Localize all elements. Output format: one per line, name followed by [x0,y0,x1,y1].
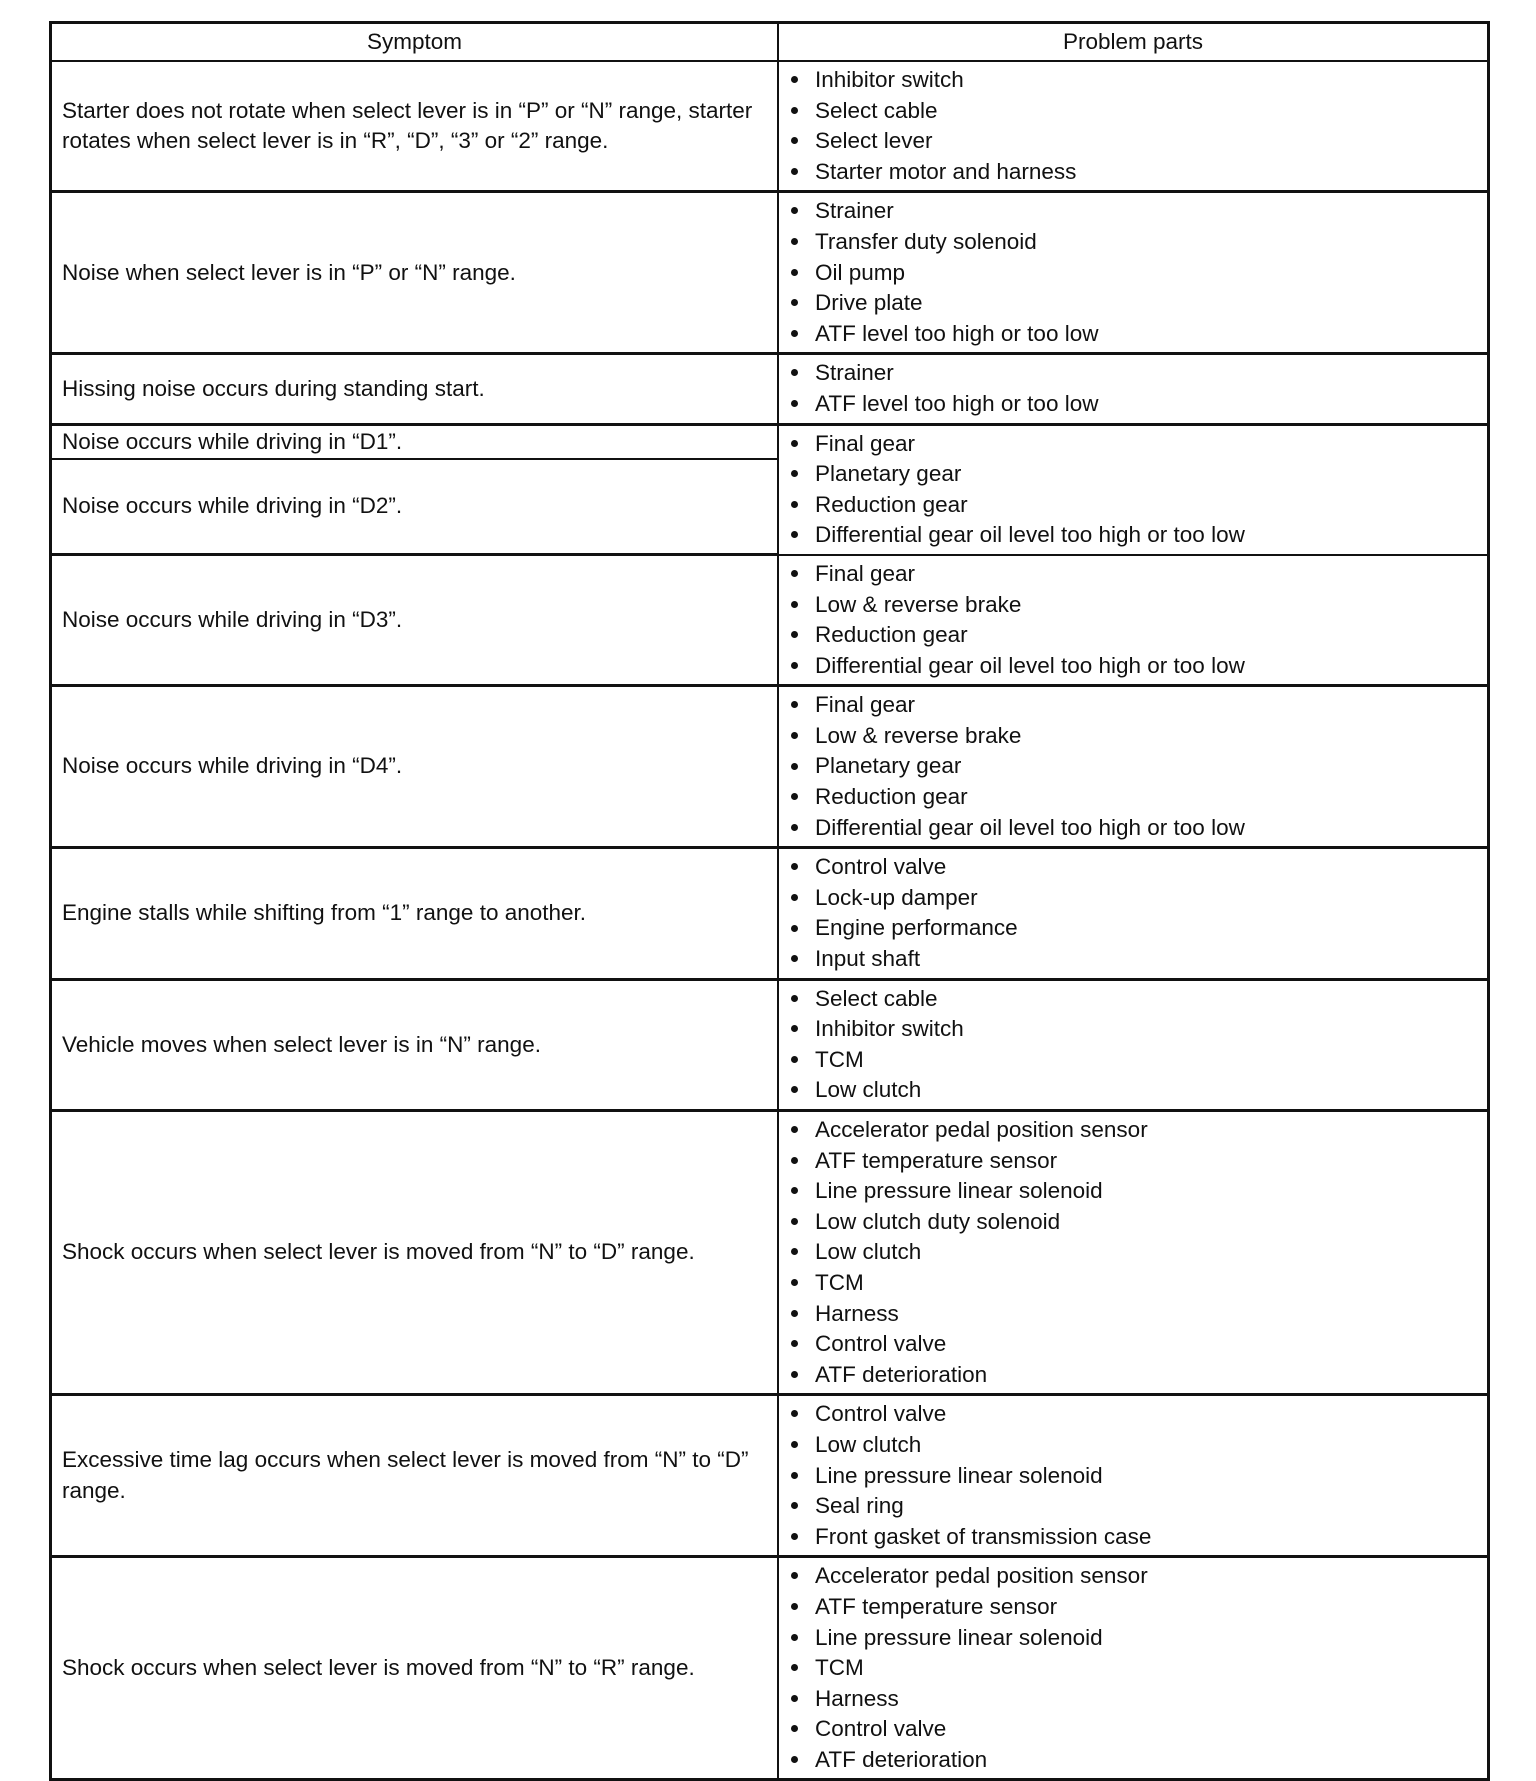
list-item [791,288,1477,319]
table-row [51,1557,1489,1780]
list-item [791,721,1477,752]
table-row [51,424,1489,459]
list-item [791,96,1477,127]
list-item [791,1522,1477,1553]
symptom-cell: Shock occurs when select lever is moved from “N” to “R” range. [51,1557,779,1780]
symptom-table [49,21,1490,1781]
table-row [51,1111,1489,1395]
parts-list [791,196,1477,349]
part-label: Low & reverse brake [815,722,1022,748]
list-item [791,883,1477,914]
bullet-icon [791,196,815,227]
bullet-icon [791,1653,815,1684]
parts-list [791,1561,1477,1775]
part-label: Select lever [815,128,933,154]
bullet-icon [791,258,815,289]
problem-parts-cell [778,192,1489,354]
bullet-icon [791,1561,815,1592]
bullet-icon [791,1045,815,1076]
part-label: ATF level too high or too low [815,320,1099,346]
bullet-icon [791,620,815,651]
part-label: Drive plate [815,290,923,316]
list-item [791,620,1477,651]
list-item [791,1399,1477,1430]
list-item [791,944,1477,975]
part-label: Control valve [815,1401,947,1427]
bullet-icon [791,126,815,157]
part-label: Harness [815,1685,899,1711]
table-row [51,848,1489,979]
part-label: Lock-up damper [815,884,978,910]
parts-list [791,358,1477,419]
symptom-cell: Excessive time lag occurs when select lever is moved from “N” to “D” range. [51,1395,779,1557]
part-label: Engine performance [815,915,1018,941]
table-row [51,61,1489,192]
table-row [51,686,1489,848]
parts-list [791,984,1477,1106]
bullet-icon [791,96,815,127]
bullet-icon [791,1399,815,1430]
list-item [791,782,1477,813]
list-item [791,1115,1477,1146]
bullet-icon [791,1461,815,1492]
part-label: Line pressure linear solenoid [815,1462,1103,1488]
list-item [791,157,1477,188]
bullet-icon [791,813,815,844]
problem-parts-cell [778,424,1489,555]
bullet-icon [791,1115,815,1146]
bullet-icon [791,651,815,682]
bullet-icon [791,157,815,188]
part-label: ATF level too high or too low [815,390,1099,416]
bullet-icon [791,1430,815,1461]
bullet-icon [791,883,815,914]
bullet-icon [791,1146,815,1177]
part-label: Low clutch [815,1239,922,1265]
part-label: Differential gear oil level too high or too low [815,814,1245,840]
part-label: Planetary gear [815,461,962,487]
bullet-icon [791,944,815,975]
list-item [791,126,1477,157]
list-item [791,1714,1477,1745]
part-label: Line pressure linear solenoid [815,1178,1103,1204]
part-label: Inhibitor switch [815,67,964,92]
list-item [791,1561,1477,1592]
list-item [791,490,1477,521]
symptom-cell: Starter does not rotate when select lever is in “P” or “N” range, starter rotates when select lever is in “R”, “D”, “3” or “2” range. [51,61,779,192]
part-label: Differential gear oil level too high or too low [815,652,1245,678]
part-label: TCM [815,1269,864,1295]
list-item [791,459,1477,490]
table-row [51,1395,1489,1557]
list-item [791,1592,1477,1623]
list-item [791,65,1477,96]
symptom-cell: Noise occurs while driving in “D3”. [51,555,779,686]
parts-list [791,1115,1477,1390]
part-label: Final gear [815,560,916,586]
list-item [791,319,1477,350]
bullet-icon [791,288,815,319]
bullet-icon [791,984,815,1015]
list-item [791,520,1477,551]
list-item [791,1623,1477,1654]
list-item [791,1014,1477,1045]
list-item [791,1176,1477,1207]
list-item [791,227,1477,258]
part-label: Harness [815,1300,899,1326]
part-label: ATF deterioration [815,1361,988,1387]
part-label: TCM [815,1046,864,1072]
list-item [791,813,1477,844]
bullet-icon [791,1714,815,1745]
bullet-icon [791,389,815,420]
bullet-icon [791,1684,815,1715]
bullet-icon [791,459,815,490]
problem-parts-cell [778,686,1489,848]
list-item [791,1075,1477,1106]
part-label: Transfer duty solenoid [815,228,1037,254]
list-item [791,196,1477,227]
bullet-icon [791,490,815,521]
list-item [791,1745,1477,1776]
list-item [791,751,1477,782]
parts-list [791,1399,1477,1552]
symptom-cell: Noise occurs while driving in “D4”. [51,686,779,848]
part-label: Strainer [815,198,894,224]
part-label: Reduction gear [815,784,968,810]
symptom-cell: Noise when select lever is in “P” or “N” range. [51,192,779,354]
bullet-icon [791,520,815,551]
problem-parts-cell [778,61,1489,192]
list-item [791,651,1477,682]
symptom-cell: Shock occurs when select lever is moved from “N” to “D” range. [51,1111,779,1395]
part-label: Seal ring [815,1493,904,1519]
part-label: Final gear [815,692,916,718]
list-item [791,1268,1477,1299]
table-row [51,979,1489,1110]
bullet-icon [791,721,815,752]
bullet-icon [791,1329,815,1360]
list-item [791,429,1477,460]
part-label: Control valve [815,1716,947,1742]
header-problem-parts: Problem parts [778,23,1489,62]
part-label: Oil pump [815,259,906,285]
bullet-icon [791,690,815,721]
part-label: Low clutch [815,1431,922,1457]
part-label: Differential gear oil level too high or too low [815,522,1245,548]
bullet-icon [791,913,815,944]
bullet-icon [791,559,815,590]
list-item [791,258,1477,289]
part-label: Select cable [815,97,938,123]
bullet-icon [791,358,815,389]
bullet-icon [791,1075,815,1106]
list-item [791,1360,1477,1391]
symptom-cell: Vehicle moves when select lever is in “N” range. [51,979,779,1110]
list-item [791,1461,1477,1492]
part-label: Low & reverse brake [815,591,1022,617]
part-label: Final gear [815,430,916,456]
list-item [791,1653,1477,1684]
problem-parts-cell [778,354,1489,424]
bullet-icon [791,1592,815,1623]
problem-parts-cell [778,979,1489,1110]
part-label: Control valve [815,1331,947,1357]
list-item [791,1430,1477,1461]
part-label: Front gasket of transmission case [815,1523,1152,1549]
list-item [791,559,1477,590]
part-label: Low clutch [815,1077,922,1103]
table-row [51,354,1489,424]
bullet-icon [791,782,815,813]
part-label: TCM [815,1655,864,1681]
part-label: Starter motor and harness [815,158,1077,184]
bullet-icon [791,429,815,460]
part-label: Accelerator pedal position sensor [815,1563,1148,1589]
table-row [51,555,1489,686]
problem-parts-cell [778,848,1489,979]
header-symptom: Symptom [51,23,779,62]
problem-parts-cell [778,1557,1489,1780]
parts-list [791,559,1477,681]
symptom-cell: Hissing noise occurs during standing start. [51,354,779,424]
bullet-icon [791,1014,815,1045]
part-label: Line pressure linear solenoid [815,1624,1103,1650]
part-label: ATF deterioration [815,1746,988,1772]
part-label: Inhibitor switch [815,1016,964,1042]
problem-parts-cell [778,1395,1489,1557]
part-label: Input shaft [815,946,921,972]
bullet-icon [791,227,815,258]
parts-list [791,429,1477,551]
bullet-icon [791,751,815,782]
part-label: ATF temperature sensor [815,1147,1058,1173]
part-label: Low clutch duty solenoid [815,1208,1061,1234]
part-label: Planetary gear [815,753,962,779]
parts-list [791,690,1477,843]
bullet-icon [791,1623,815,1654]
bullet-icon [791,1176,815,1207]
table-row [51,192,1489,354]
list-item [791,852,1477,883]
bullet-icon [791,1522,815,1553]
list-item [791,913,1477,944]
list-item [791,1207,1477,1238]
part-label: Strainer [815,360,894,386]
symptom-cell: Noise occurs while driving in “D2”. [51,459,779,555]
list-item [791,1146,1477,1177]
list-item [791,690,1477,721]
symptom-cell: Noise occurs while driving in “D1”. [51,424,779,459]
part-label: ATF temperature sensor [815,1593,1058,1619]
bullet-icon [791,1491,815,1522]
list-item [791,358,1477,389]
bullet-icon [791,1745,815,1776]
bullet-icon [791,1360,815,1391]
part-label: Accelerator pedal position sensor [815,1117,1148,1142]
symptom-cell: Engine stalls while shifting from “1” range to another. [51,848,779,979]
list-item [791,984,1477,1015]
list-item [791,590,1477,621]
bullet-icon [791,852,815,883]
list-item [791,1237,1477,1268]
list-item [791,1684,1477,1715]
parts-list [791,852,1477,974]
part-label: Select cable [815,985,938,1011]
list-item [791,389,1477,420]
list-item [791,1045,1477,1076]
list-item [791,1329,1477,1360]
part-label: Reduction gear [815,491,968,517]
list-item [791,1491,1477,1522]
bullet-icon [791,590,815,621]
bullet-icon [791,319,815,350]
bullet-icon [791,1237,815,1268]
bullet-icon [791,1299,815,1330]
bullet-icon [791,1207,815,1238]
part-label: Control valve [815,854,947,880]
problem-parts-cell [778,1111,1489,1395]
bullet-icon [791,1268,815,1299]
problem-parts-cell [778,555,1489,686]
bullet-icon [791,65,815,96]
table-header-row [51,23,1489,62]
list-item [791,1299,1477,1330]
parts-list [791,65,1477,187]
part-label: Reduction gear [815,622,968,648]
